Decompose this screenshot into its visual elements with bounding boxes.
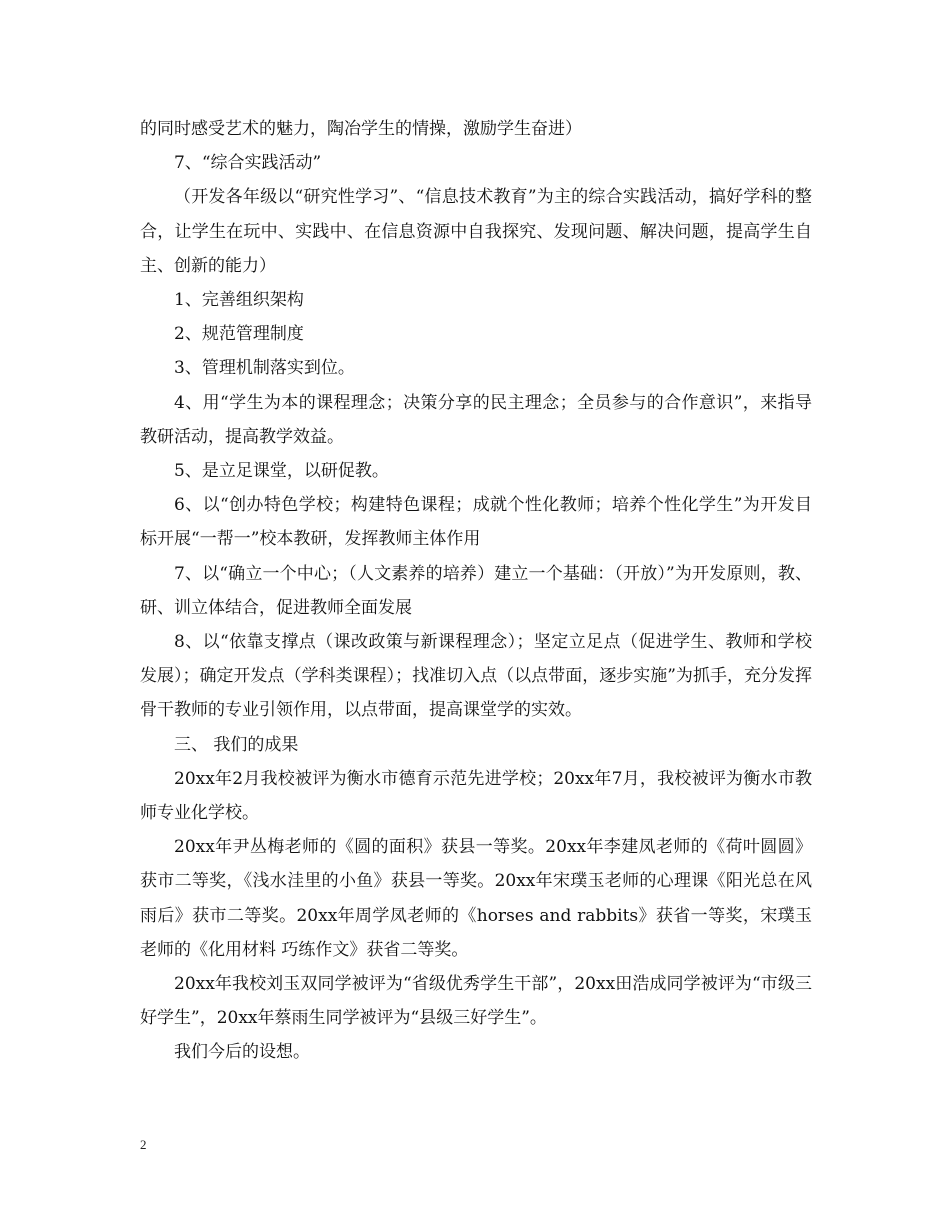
document-body <box>140 112 812 1070</box>
paragraph: 20xx年2月我校被评为衡水市德育示范先进学校；20xx年7月，我校被评为衡水市教师专业化学校。 <box>140 768 812 824</box>
paragraph: 我们今后的设想。 <box>174 1042 310 1063</box>
paragraph: 20xx年尹丛梅老师的《圆的面积》获县一等奖。20xx年李建凤老师的《荷叶圆圆》获市二等奖，《浅水洼里的小鱼》获县一等奖。20xx年宋璞玉老师的心理课《阳光总在风雨后》获市二等奖。20xx年周学凤老师的《horses and rabbits》获省一等奖，宋璞玉老师的《化用材料 巧练作文》获省二等奖。 <box>140 837 812 960</box>
paragraph: 20xx年我校刘玉双同学被评为“省级优秀学生干部”，20xx田浩成同学被评为“市级三好学生”，20xx年蔡雨生同学被评为“县级三好学生”。 <box>140 974 812 1029</box>
list-item: 8、以“依靠支撑点（课改政策与新课程理念）；坚定立足点（促进学生、教师和学校发展）；确定开发点（学科类课程）；找准切入点（以点带面，逐步实施”为抓手，充分发挥骨干教师的专业引领作用，以点带面，提高课堂学的实效。 <box>140 632 812 721</box>
list-item: 6、以“创办特色学校；构建特色课程；成就个性化教师；培养个性化学生”为开发目标开展“一帮一”校本教研，发挥教师主体作用 <box>140 495 812 550</box>
section-heading-comprehensive-practice: 7、“综合实践活动” <box>174 153 322 174</box>
list-item: 1、完善组织架构 <box>174 290 304 311</box>
list-item: 7、以“确立一个中心；（人文素养的培养）建立一个基础：（开放）”为开发原则，教、研、训立体结合，促进教师全面发展 <box>140 563 812 618</box>
list-item: 2、规范管理制度 <box>174 324 304 345</box>
paragraph: 的同时感受艺术的魅力，陶冶学生的情操，激励学生奋进） <box>140 119 582 139</box>
list-item: 3、管理机制落实到位。 <box>174 358 355 379</box>
list-item: 5、是立足课堂，以研促教。 <box>174 461 389 482</box>
list-item: 4、用“学生为本的课程理念；决策分享的民主理念；全员参与的合作意识”，来指导教研活动，提高教学效益。 <box>140 392 812 447</box>
page-number: 2 <box>140 1137 147 1152</box>
paragraph: （开发各年级以“研究性学习”、“信息技术教育”为主的综合实践活动，搞好学科的整合，让学生在玩中、实践中、在信息资源中自我探究、发现问题、解决问题，提高学生自主、创新的能力） <box>140 187 812 276</box>
section-heading-achievements: 三、 我们的成果 <box>174 734 299 755</box>
